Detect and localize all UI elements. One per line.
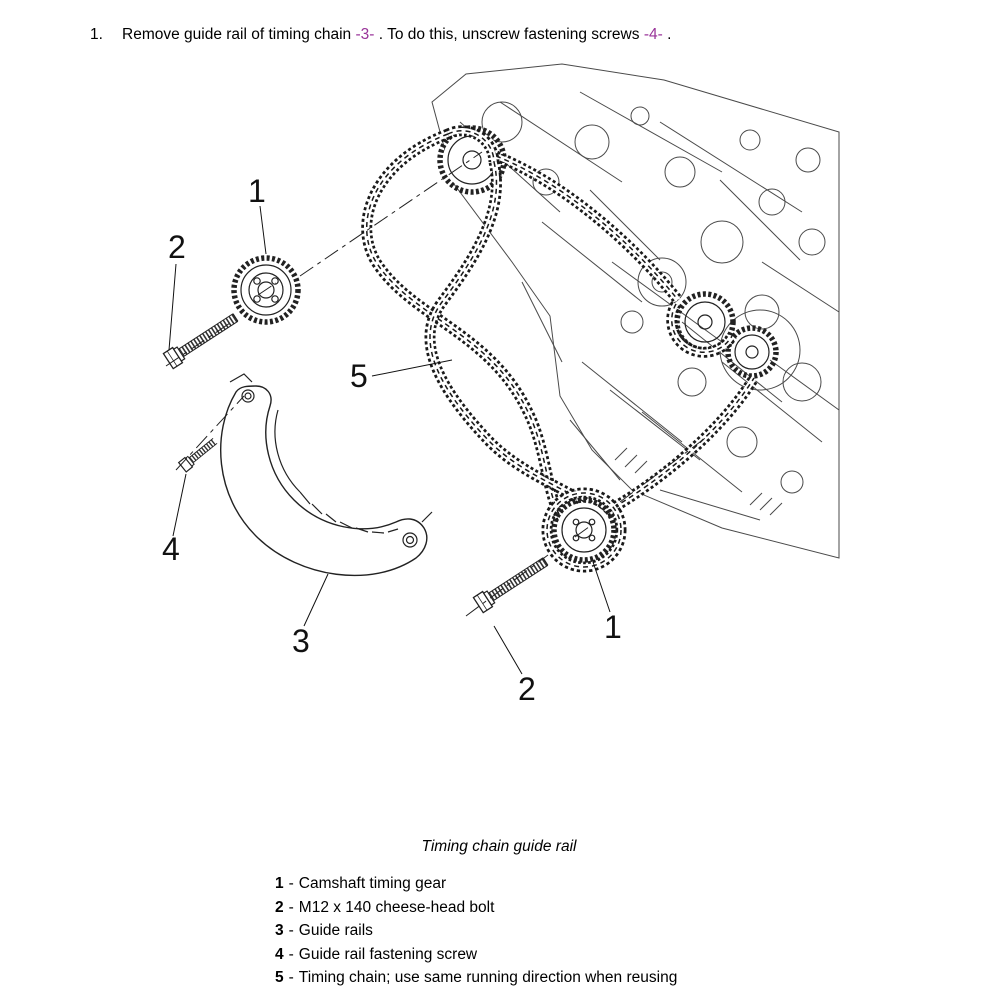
legend-key: 2 — [275, 898, 284, 916]
legend-key: 4 — [275, 945, 284, 963]
step-number: 1. — [90, 26, 103, 43]
timing-chain — [367, 131, 754, 567]
legend-item — [275, 872, 677, 896]
legend-key: 3 — [275, 922, 284, 939]
assembly-centerlines — [166, 152, 708, 616]
timing-chain-illustration — [160, 60, 840, 740]
legend-key: 1 — [275, 875, 284, 892]
callout-2-top: 2 — [168, 229, 186, 265]
legend-text: Camshaft timing gear — [298, 875, 447, 892]
step-text-segment: Remove guide rail of timing chain — [122, 26, 356, 43]
legend-separator: - — [288, 898, 294, 916]
engine-camshaft-gears — [677, 294, 776, 376]
legend-separator: - — [288, 875, 294, 892]
legend-item — [275, 943, 677, 967]
guide-rail — [221, 374, 432, 575]
figure-diagram — [160, 60, 840, 740]
guide-rail-fastening-screw — [179, 436, 219, 472]
legend-key: 5 — [275, 969, 284, 986]
instruction-step — [90, 26, 671, 44]
callout-1-top: 1 — [248, 173, 266, 209]
step-text-segment: . To do this, unscrew fastening screws — [374, 26, 644, 43]
callout-2-bottom: 2 — [518, 671, 536, 707]
legend-item — [275, 896, 677, 920]
legend-separator: - — [288, 922, 294, 939]
legend-separator: - — [288, 945, 294, 963]
legend-text: Guide rails — [298, 922, 373, 939]
callout-link-3[interactable]: -3- — [355, 26, 375, 43]
figure-caption: Timing chain guide rail — [421, 838, 577, 855]
callout-3: 3 — [292, 623, 310, 659]
legend-separator: - — [288, 969, 294, 986]
legend-item — [275, 919, 677, 943]
step-text — [122, 26, 671, 44]
callout-5: 5 — [350, 358, 368, 394]
callout-link-4[interactable]: -4- — [643, 26, 663, 43]
step-text-segment: . — [662, 26, 672, 43]
legend-text: Guide rail fastening screw — [298, 945, 478, 963]
legend-text: M12 x 140 cheese-head bolt — [298, 898, 495, 916]
legend-text: Timing chain; use same running direction when reusing — [298, 969, 678, 986]
legend-item — [275, 966, 677, 990]
cheese-head-bolt-bottom — [473, 554, 550, 613]
callout-4: 4 — [162, 531, 180, 567]
callout-1-bottom: 1 — [604, 609, 622, 645]
legend — [275, 872, 677, 990]
